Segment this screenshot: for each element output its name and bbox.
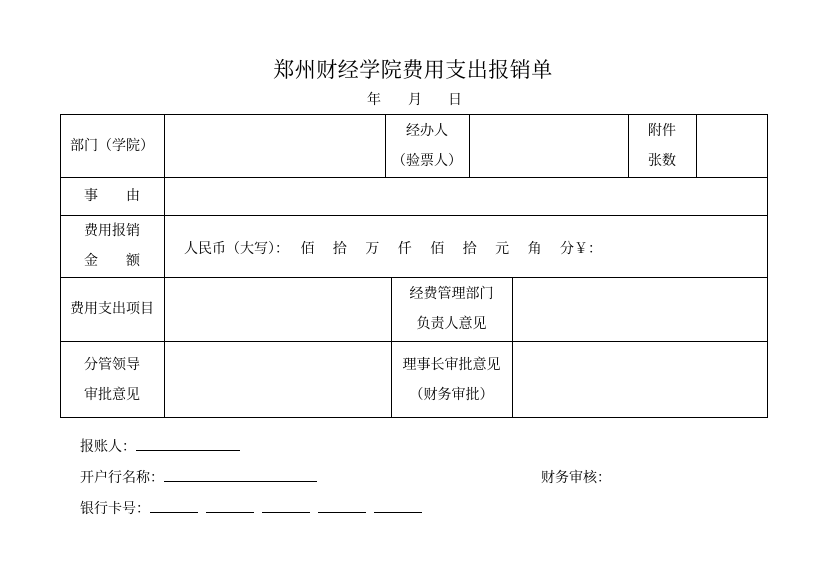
date-year-label: 年 xyxy=(367,92,381,108)
amount-capital-text: 人民币（大写）： 佰 拾 万 仟 佰 拾 元 角 分￥： xyxy=(184,241,603,257)
leader-approval-label xyxy=(60,341,164,418)
leader-label-line1: 分管领导 xyxy=(84,356,140,373)
claimant-label: 报账人： xyxy=(80,439,136,455)
fund-dept-label-line2: 负责人意见 xyxy=(416,316,487,332)
claimant-row xyxy=(80,436,240,456)
department-label-text: 部门（学院） xyxy=(70,137,154,154)
chairman-label-line2: （财务审批） xyxy=(409,386,494,403)
department-label xyxy=(60,114,164,177)
chairman-approval-field[interactable] xyxy=(513,342,767,417)
amount-label xyxy=(60,215,164,277)
amount-label-line2: 金 额 xyxy=(84,253,140,269)
attachments-label xyxy=(628,114,696,177)
handler-label xyxy=(385,114,469,177)
expense-item-field[interactable] xyxy=(165,278,391,341)
card-number-segment-3[interactable] xyxy=(262,498,310,513)
bank-name-field[interactable] xyxy=(164,467,317,482)
attachments-label-line1: 附件 xyxy=(648,122,676,139)
bank-name-label: 开户行名称： xyxy=(80,470,164,486)
amount-label-line1: 费用报销 xyxy=(84,223,140,239)
finance-review-label: 财务审核： xyxy=(541,470,611,486)
attachments-label-line2: 张数 xyxy=(648,152,676,169)
fund-dept-opinion-field[interactable] xyxy=(513,278,767,341)
reason-label-text: 事 由 xyxy=(84,188,140,204)
leader-label-line2: 审批意见 xyxy=(84,386,140,403)
date-day-label: 日 xyxy=(448,92,462,108)
date-month-label: 月 xyxy=(408,92,422,108)
expense-item-label xyxy=(60,277,164,341)
bank-name-row xyxy=(80,467,317,487)
card-number-segment-4[interactable] xyxy=(318,498,366,513)
finance-review-row xyxy=(541,467,611,487)
handler-label-line2: （验票人） xyxy=(392,152,462,169)
card-number-row xyxy=(80,498,422,518)
fund-dept-label-line1: 经费管理部门 xyxy=(409,286,494,302)
fund-dept-opinion-label xyxy=(391,277,512,341)
leader-approval-field[interactable] xyxy=(165,342,391,417)
handler-field[interactable] xyxy=(470,115,628,177)
card-number-segment-1[interactable] xyxy=(150,498,198,513)
card-number-label: 银行卡号： xyxy=(80,501,150,517)
form-title: 郑州财经学院费用支出报销单 xyxy=(273,58,553,82)
chairman-label-line1: 理事长审批意见 xyxy=(402,356,501,373)
department-field[interactable] xyxy=(165,115,385,177)
attachments-count-field[interactable] xyxy=(697,115,767,177)
card-number-segment-5[interactable] xyxy=(374,498,422,513)
claimant-field[interactable] xyxy=(136,436,240,451)
chairman-approval-label xyxy=(391,341,512,418)
reason-field[interactable] xyxy=(165,178,767,215)
reason-label xyxy=(60,177,164,215)
handler-label-line1: 经办人 xyxy=(406,122,448,139)
expense-item-label-text: 费用支出项目 xyxy=(70,301,154,317)
card-number-segment-2[interactable] xyxy=(206,498,254,513)
